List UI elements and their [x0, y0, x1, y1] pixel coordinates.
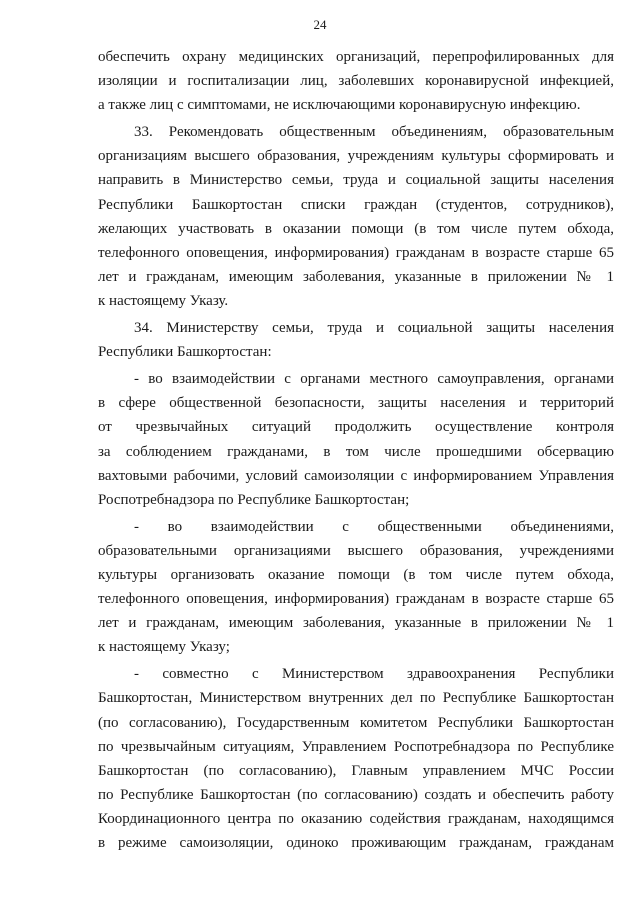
text-line: к настоящему Указу; — [98, 639, 230, 656]
text-line: к настоящему Указу. — [98, 292, 229, 309]
text-line: по Республике Башкортостан (по согласованию) создать и обеспечить работу — [98, 786, 614, 803]
bullet-1-first-line: - во взаимодействии с органами местного самоуправления, органами — [134, 371, 614, 388]
text-line: направить в Министерство семьи, труда и социальной защиты населения — [98, 172, 614, 189]
text-line: а также лиц с симптомами, не исключающими коронавирусную инфекцию. — [98, 97, 581, 114]
text-line: по чрезвычайным ситуациям, Управлением Роспотребнадзора по Республике — [98, 738, 614, 755]
text-line: желающих участвовать в оказании помощи (в том числе путем обхода, — [98, 220, 614, 237]
text-line: Роспотребнадзора по Республике Башкортостан; — [98, 491, 410, 508]
text-line: Башкортостан (по согласованию), Главным управлением МЧС России — [98, 762, 614, 779]
document-body — [98, 45, 614, 855]
text-line: обеспечить охрану медицинских организаций, перепрофилированных для — [98, 49, 614, 65]
text-line: Координационного центра по оказанию содействия гражданам, находящимся — [98, 810, 614, 827]
text-line: в режиме самоизоляции, одиноко проживающим гражданам, гражданам — [98, 835, 614, 851]
text-line: от чрезвычайных ситуаций продолжить осуществление контроля — [98, 419, 614, 436]
text-line: образовательными организациями высшего образования, учреждениями — [98, 542, 614, 559]
text-line: Республики Башкортостан: — [98, 344, 272, 361]
text-line: лет и гражданам, имеющим заболевания, указанные в приложении № 1 — [98, 268, 614, 285]
text-line: (по согласованию), Государственным комитетом Республики Башкортостан — [98, 714, 614, 731]
text-line: за соблюдением гражданами, в том числе прошедшими обсервацию — [98, 443, 614, 460]
bullet-2-first-line: - во взаимодействии с общественными объединениями, — [134, 518, 614, 535]
text-line: в сфере общественной безопасности, защиты населения и территорий — [98, 395, 614, 412]
text-line: Башкортостан, Министерством внутренних дел по Республике Башкортостан — [98, 690, 614, 707]
item-33-first-line: 33. Рекомендовать общественным объединениям, образовательным — [134, 124, 614, 141]
text-line: изоляции и госпитализации лиц, заболевших коронавирусной инфекцией, — [98, 73, 614, 90]
bullet-3-first-line: - совместно с Министерством здравоохранения Республики — [134, 666, 614, 683]
text-line: культуры организовать оказание помощи (в том числе путем обхода, — [98, 566, 614, 583]
text-line: Республики Башкортостан списки граждан (студентов, сотрудников), — [98, 196, 614, 213]
page-number: 24 — [313, 17, 327, 32]
text-line: лет и гражданам, имеющим заболевания, указанные в приложении № 1 — [98, 615, 614, 632]
item-34-first-line: 34. Министерству семьи, труда и социальной защиты населения — [134, 320, 614, 337]
text-line: организациям высшего образования, учреждениям культуры сформировать и — [98, 148, 614, 165]
text-line: телефонного оповещения, информирования) гражданам в возрасте старше 65 — [98, 244, 614, 261]
text-line: телефонного оповещения, информирования) гражданам в возрасте старше 65 — [98, 591, 614, 608]
text-line: вахтовыми рабочими, условий самоизоляции с информированием Управления — [98, 467, 614, 484]
